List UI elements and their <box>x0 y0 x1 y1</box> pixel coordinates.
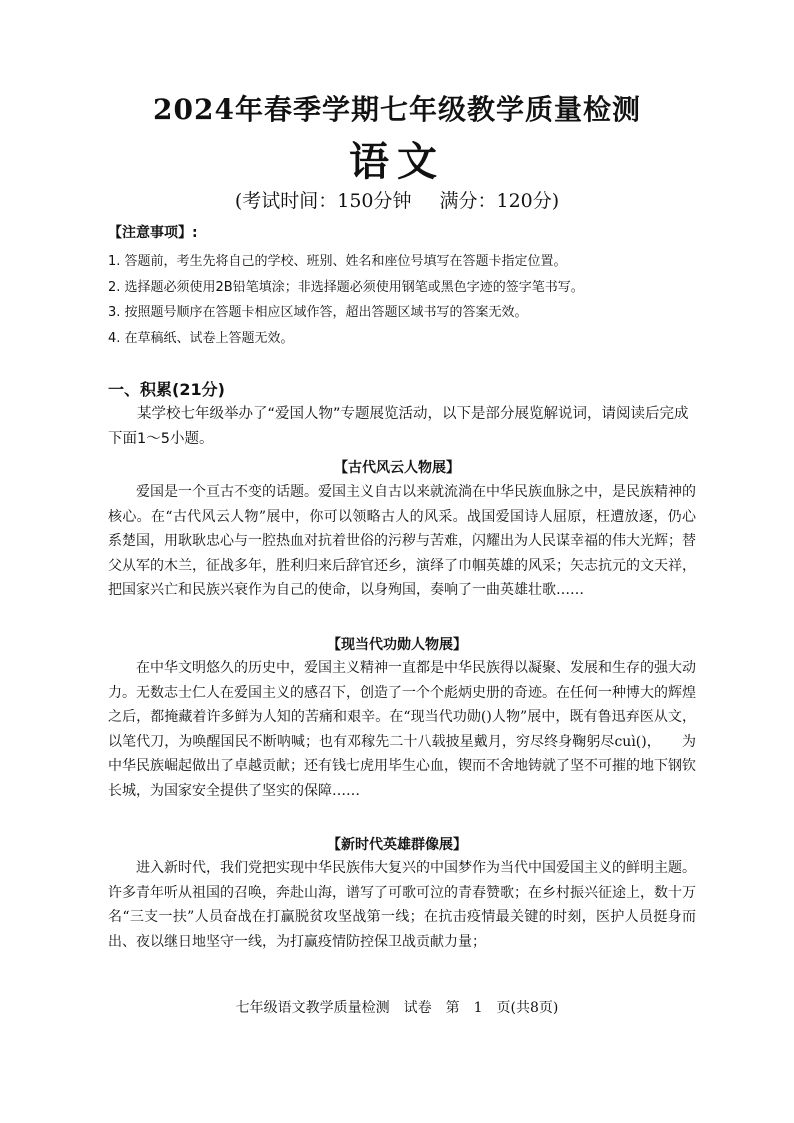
notice-item-2: 2. 选择题必须使用2B铅笔填涂；非选择题必须使用钢笔或黑色字迹的签字笔书写。 <box>108 280 584 295</box>
exhibit-text-modern: 在中华文明悠久的历史中，爱国主义精神一直都是中华民族得以凝聚、发展和生存的强大动力。无数志士仁人在爱国主义的感召下，创造了一个个彪炳史册的奇迹。在任何一种博大的辉煌之后，都掩藏着许多鲜为人知的苦痛和艰辛。在“现当代功勋()人物”展中，既有鲁迅弃医从文，以笔代刀，为唤醒国民不断呐喊；也有邓稼先二十八载披星戴月，穷尽终身鞠躬尽cuì()， 为中华民族崛起做出了卓越贡献；还有钱七虎用毕生心血，锲而不舍地铸就了坚不可摧的地下钢钦长城，为国家安全提供了坚实的保障…… <box>108 660 696 799</box>
exam-time: (考试时间：150分钟 <box>234 190 412 212</box>
notice-item-3: 3. 按照题号顺序在答题卡相应区域作答，超出答题区域书写的答案无效。 <box>108 305 528 320</box>
subject-title: 语文 <box>349 138 445 185</box>
page-footer: 七年级语文教学质量检测 试卷 第 1 页(共8页) <box>235 1000 559 1016</box>
exhibit-title-modern: 【现当代功勋人物展】 <box>327 637 467 653</box>
exhibit-title-new-era: 【新时代英雄群像展】 <box>327 837 467 853</box>
exam-title: 2024年春季学期七年级教学质量检测 <box>153 93 641 126</box>
notice-heading: 【注意事项】: <box>108 225 198 241</box>
section-intro: 某学校七年级举办了“爱国人物”专题展览活动，以下是部分展览解说词，请阅读后完成下面1～5小题。 <box>108 406 689 447</box>
section-heading: 一、积累(21分) <box>108 380 225 399</box>
notice-item-1: 1. 答题前，考生先将自己的学校、班别、姓名和座位号填写在答题卡指定位置。 <box>108 254 567 269</box>
exam-score: 满分：120分) <box>439 190 560 212</box>
exhibit-text-ancient: 爱国是一个亘古不变的话题。爱国主义自古以来就流淌在中华民族血脉之中，是民族精神的核心。在“古代风云人物”展中，你可以领略古人的风采。战国爱国诗人屈原，枉遭放逐，仍心系楚国，用耿耿忠心与一腔热血对抗着世俗的污秽与苦难，闪耀出为人民谋幸福的伟大光辉；替父从军的木兰，征战多年，胜利归来后辞官还乡，演绎了巾帼英雄的风采；矢志抗元的文天祥，把国家兴亡和民族兴衰作为自己的使命，以身殉国，奏响了一曲英雄壮歌…… <box>108 484 696 598</box>
notice-item-4: 4. 在草稿纸、试卷上答题无效。 <box>108 331 294 346</box>
exhibit-title-ancient: 【古代风云人物展】 <box>334 460 460 476</box>
exhibit-text-new-era: 进入新时代，我们党把实现中华民族伟大复兴的中国梦作为当代中国爱国主义的鲜明主题。许多青年听从祖国的召唤，奔赴山海，谱写了可歌可泣的青春赞歌；在乡村振兴征途上，数十万名“三支一扶”人员奋战在打赢脱贫攻坚战第一线；在抗击疫情最关键的时刻，医护人员挺身而出、夜以继日地坚守一线，为打赢疫情防控保卫战贡献力量； <box>108 860 696 950</box>
exam-info <box>0 186 794 213</box>
